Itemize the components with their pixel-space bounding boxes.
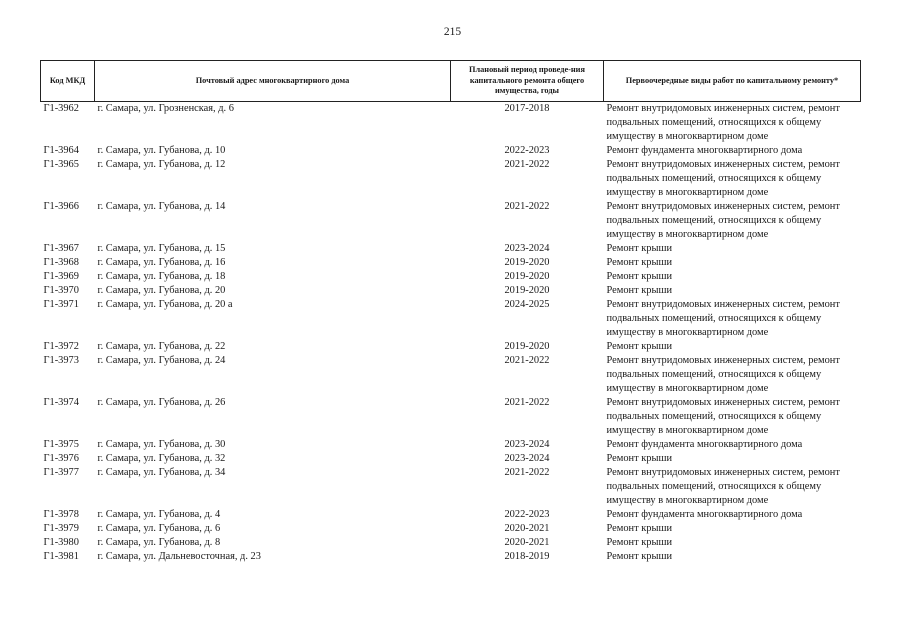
priority-works: Ремонт внутридомовых инженерных систем, ремонт подвальных помещений, относящихся к общему имуществу в многоквартирном доме — [606, 201, 840, 240]
mkd-code: Г1-3980 — [43, 537, 79, 548]
page-number: 215 — [443, 26, 462, 38]
repair-period: 2023-2024 — [504, 439, 550, 450]
header-address: Почтовый адрес многоквартирного дома — [95, 61, 451, 102]
address: г. Самара, ул. Губанова, д. 34 — [97, 467, 226, 478]
mkd-code: Г1-3976 — [43, 453, 79, 464]
table-row — [41, 270, 861, 284]
priority-works: Ремонт внутридомовых инженерных систем, ремонт подвальных помещений, относящихся к общему имуществу в многоквартирном доме — [606, 103, 840, 142]
table-row — [41, 242, 861, 256]
mkd-code: Г1-3975 — [43, 439, 79, 450]
table-row — [41, 522, 861, 536]
header-code: Код МКД — [41, 61, 95, 102]
priority-works: Ремонт крыши — [606, 271, 673, 282]
address: г. Самара, ул. Губанова, д. 32 — [97, 453, 226, 464]
priority-works: Ремонт крыши — [606, 453, 673, 464]
address: г. Самара, ул. Губанова, д. 20 — [97, 285, 226, 296]
address: г. Самара, ул. Губанова, д. 14 — [97, 201, 226, 212]
mkd-code: Г1-3978 — [43, 509, 79, 520]
priority-works: Ремонт крыши — [606, 243, 673, 254]
table-row — [41, 144, 861, 158]
priority-works: Ремонт крыши — [606, 551, 673, 562]
repair-period: 2023-2024 — [504, 243, 550, 254]
mkd-code: Г1-3973 — [43, 355, 79, 366]
mkd-code: Г1-3979 — [43, 523, 79, 534]
repair-period: 2018-2019 — [504, 551, 550, 562]
mkd-code: Г1-3965 — [43, 159, 79, 170]
repair-period: 2021-2022 — [504, 159, 550, 170]
table-row — [41, 536, 861, 550]
address: г. Самара, ул. Губанова, д. 15 — [97, 243, 226, 254]
table-header — [41, 61, 861, 102]
header-works: Первоочередные виды работ по капитальному ремонту* — [604, 61, 861, 102]
table-body — [41, 102, 861, 565]
mkd-code: Г1-3981 — [43, 551, 79, 562]
header-row — [41, 61, 861, 102]
repair-period: 2019-2020 — [504, 271, 550, 282]
priority-works: Ремонт внутридомовых инженерных систем, ремонт подвальных помещений, относящихся к общему имуществу в многоквартирном доме — [606, 159, 840, 198]
table-row — [41, 466, 861, 508]
address: г. Самара, ул. Губанова, д. 10 — [97, 145, 226, 156]
address: г. Самара, ул. Губанова, д. 24 — [97, 355, 226, 366]
repair-period: 2021-2022 — [504, 355, 550, 366]
table-row — [41, 550, 861, 564]
repair-period: 2021-2022 — [504, 397, 550, 408]
repair-period: 2024-2025 — [504, 299, 550, 310]
table-row — [41, 438, 861, 452]
priority-works: Ремонт внутридомовых инженерных систем, ремонт подвальных помещений, относящихся к общему имуществу в многоквартирном доме — [606, 355, 840, 394]
mkd-code: Г1-3962 — [43, 103, 79, 114]
priority-works: Ремонт крыши — [606, 285, 673, 296]
address: г. Самара, ул. Губанова, д. 26 — [97, 397, 226, 408]
address: г. Самара, ул. Губанова, д. 16 — [97, 257, 226, 268]
table-row — [41, 158, 861, 200]
mkd-code: Г1-3969 — [43, 271, 79, 282]
repair-period: 2023-2024 — [504, 453, 550, 464]
repair-period: 2021-2022 — [504, 201, 550, 212]
table-row — [41, 396, 861, 438]
table-row — [41, 298, 861, 340]
address: г. Самара, ул. Губанова, д. 22 — [97, 341, 226, 352]
table-row — [41, 102, 861, 145]
table-row — [41, 284, 861, 298]
priority-works: Ремонт крыши — [606, 341, 673, 352]
mkd-code: Г1-3966 — [43, 201, 79, 212]
address: г. Самара, ул. Губанова, д. 4 — [97, 509, 221, 520]
address: г. Самара, ул. Губанова, д. 12 — [97, 159, 226, 170]
priority-works: Ремонт крыши — [606, 537, 673, 548]
table-row — [41, 256, 861, 270]
address: г. Самара, ул. Губанова, д. 18 — [97, 271, 226, 282]
mkd-code: Г1-3970 — [43, 285, 79, 296]
mkd-code: Г1-3964 — [43, 145, 79, 156]
mkd-code: Г1-3968 — [43, 257, 79, 268]
priority-works: Ремонт крыши — [606, 523, 673, 534]
address: г. Самара, ул. Губанова, д. 8 — [97, 537, 221, 548]
table-row — [41, 340, 861, 354]
mkd-code: Г1-3967 — [43, 243, 79, 254]
repair-period: 2020-2021 — [504, 523, 550, 534]
table-row — [41, 508, 861, 522]
address: г. Самара, ул. Губанова, д. 6 — [97, 523, 221, 534]
priority-works: Ремонт фундамента многоквартирного дома — [606, 509, 803, 520]
header-period: Плановый период проведе-ния капитального ремонта общего имущества, годы — [451, 61, 604, 102]
repair-period: 2019-2020 — [504, 257, 550, 268]
priority-works: Ремонт крыши — [606, 257, 673, 268]
table-row — [41, 354, 861, 396]
mkd-code: Г1-3977 — [43, 467, 79, 478]
address: г. Самара, ул. Дальневосточная, д. 23 — [97, 551, 261, 562]
priority-works: Ремонт внутридомовых инженерных систем, ремонт подвальных помещений, относящихся к общему имуществу в многоквартирном доме — [606, 467, 840, 506]
mkd-code: Г1-3971 — [43, 299, 79, 310]
repair-period: 2019-2020 — [504, 285, 550, 296]
priority-works: Ремонт внутридомовых инженерных систем, ремонт подвальных помещений, относящихся к общему имуществу в многоквартирном доме — [606, 397, 840, 436]
repair-period: 2022-2023 — [504, 509, 550, 520]
repair-period: 2017-2018 — [504, 103, 550, 114]
address: г. Самара, ул. Грозненская, д. 6 — [97, 103, 234, 114]
priority-works: Ремонт фундамента многоквартирного дома — [606, 439, 803, 450]
address: г. Самара, ул. Губанова, д. 30 — [97, 439, 226, 450]
table-row — [41, 452, 861, 466]
capital-repair-table — [40, 60, 861, 564]
repair-period: 2020-2021 — [504, 537, 550, 548]
priority-works: Ремонт внутридомовых инженерных систем, ремонт подвальных помещений, относящихся к общему имуществу в многоквартирном доме — [606, 299, 840, 338]
repair-period: 2022-2023 — [504, 145, 550, 156]
table-row — [41, 200, 861, 242]
repair-period: 2019-2020 — [504, 341, 550, 352]
mkd-code: Г1-3974 — [43, 397, 79, 408]
mkd-code: Г1-3972 — [43, 341, 79, 352]
priority-works: Ремонт фундамента многоквартирного дома — [606, 145, 803, 156]
address: г. Самара, ул. Губанова, д. 20 а — [97, 299, 233, 310]
repair-period: 2021-2022 — [504, 467, 550, 478]
